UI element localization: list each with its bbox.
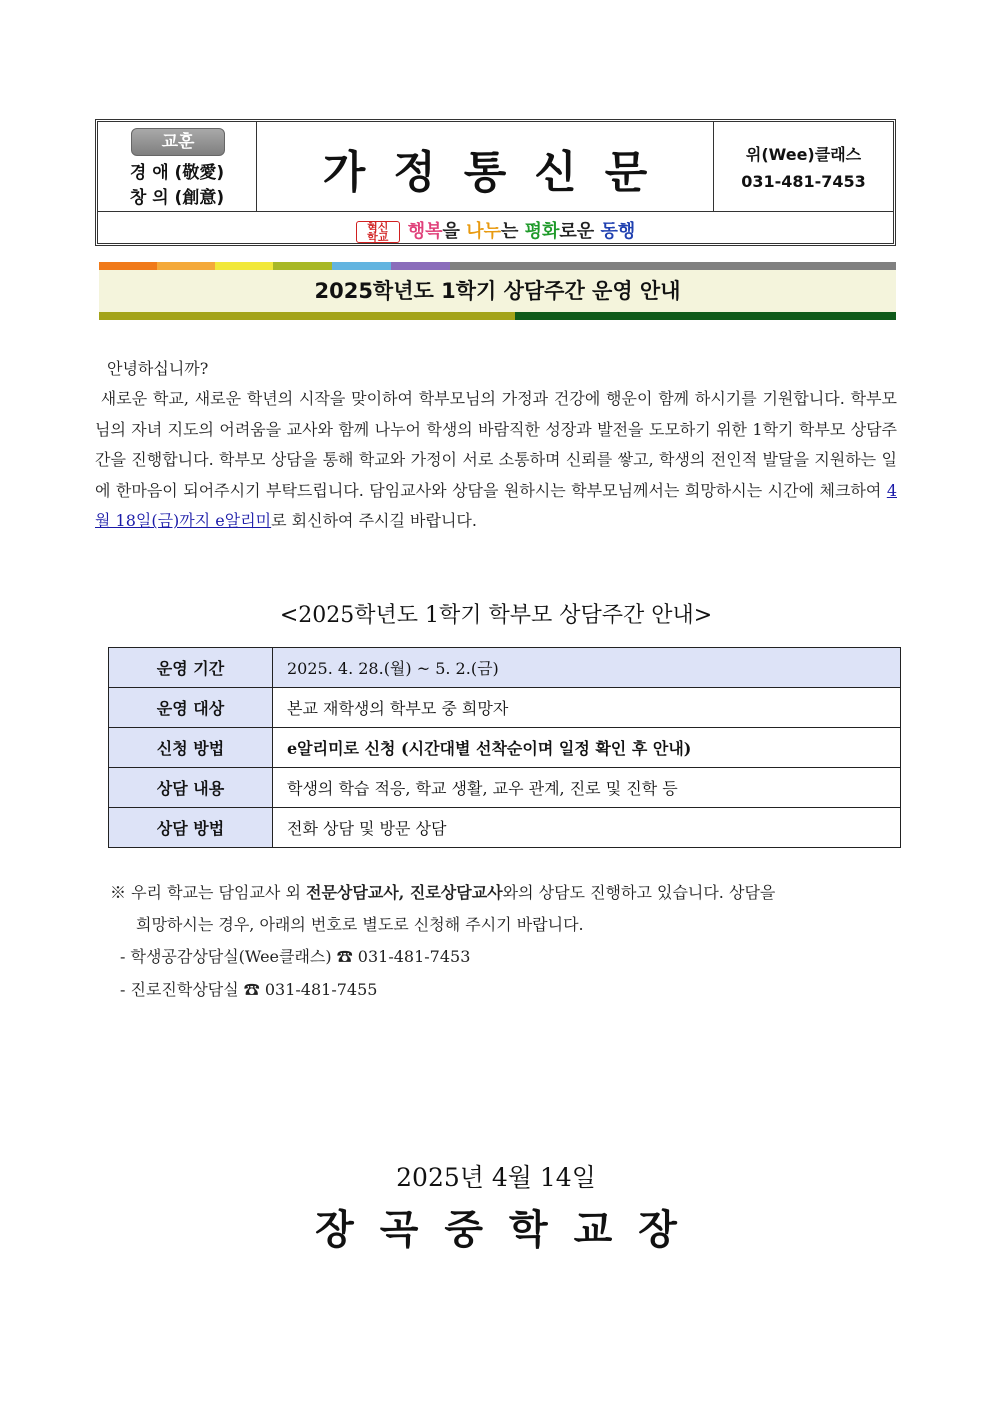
slogan-word-peace: 평화 [524, 221, 560, 242]
slogan-particle-1: 을 [442, 221, 467, 242]
row-value: 본교 재학생의 학부모 중 희망자 [273, 688, 901, 728]
color-strip-bottom [99, 312, 896, 320]
strip-bottom-green [515, 312, 896, 320]
slogan-word-together: 동행 [600, 221, 636, 242]
counseling-info-table [108, 647, 901, 848]
reply-deadline-link[interactable]: 4월 18일(금)까지 e알리미 [95, 480, 897, 531]
newsletter-title: 가정통신문 [322, 147, 676, 198]
row-label: 운영 대상 [109, 688, 273, 728]
motto-line-1: 경 애 (敬愛) [129, 163, 225, 183]
innovation-badge-line2: 학교 [367, 231, 389, 244]
contact-phone: 031-481-7453 [741, 172, 866, 191]
note-text-bold: 전문상담교사, 진로상담교사 [306, 883, 503, 902]
note-text-a: ※ 우리 학교는 담임교사 외 [110, 883, 306, 902]
contact-wee-class: - 학생공감상담실(Wee클래스) ☎ 031-481-7453 [120, 947, 471, 966]
note-text-c: 와의 상담도 진행하고 있습니다. 상담을 [502, 883, 776, 902]
row-label: 신청 방법 [109, 728, 273, 768]
table-row [109, 728, 901, 768]
greeting: 안녕하십니까? [107, 359, 209, 378]
innovation-badge-line1: 혁신 [367, 221, 389, 234]
table-title: <2025학년도 1학기 학부모 상담주간 안내> [279, 603, 713, 628]
table-row [109, 648, 901, 688]
table-row [109, 688, 901, 728]
slogan-word-happiness: 행복 [407, 221, 443, 242]
newsletter-header [95, 119, 896, 246]
slogan [356, 217, 635, 243]
body-text-2: 로 회신하여 주시길 바랍니다. [271, 511, 477, 531]
table-row [109, 808, 901, 848]
motto-line-2: 창 의 (創意) [129, 188, 225, 208]
strip-segment-gray [450, 262, 896, 270]
row-value: 학생의 학습 적응, 학교 생활, 교우 관계, 진로 및 진학 등 [273, 768, 901, 808]
innovation-school-badge [356, 221, 400, 243]
body-text-1: 새로운 학교, 새로운 학년의 시작을 맞이하여 학부모님의 가정과 건강에 행운이 함께 하시기를 기원합니다. 학부모님의 자녀 지도의 어려움을 교사와 함께 나누어 학생의 바람직한 성장과 발전을 도모하기 위한 1학기 학부모 상담주간을 진행합니다. 학부모 상담을 통해 학교와 가정이 서로 소통하며 신뢰를 쌓고, 학생의 전인적 발달을 지원하는 일에 한마음이 되어주시기 부탁드립니다. 담임교사와 상담을 원하시는 학부모님께서는 희망하시는 시간에 체크하여 [95, 389, 897, 500]
strip-segment-yellow [215, 262, 273, 270]
slogan-row [98, 212, 893, 244]
strip-segment-orange [99, 262, 157, 270]
notice-title-banner: 2025학년도 1학기 상담주간 운영 안내 [99, 270, 896, 312]
row-label: 상담 방법 [109, 808, 273, 848]
row-value: 2025. 4. 28.(월) ~ 5. 2.(금) [273, 648, 901, 688]
strip-segment-purple [391, 262, 450, 270]
contact-cell [714, 122, 893, 211]
strip-segment-amber [157, 262, 215, 270]
table-row [109, 768, 901, 808]
school-principal: 장곡중학교장 [315, 1206, 703, 1253]
contact-name: 위(Wee)클래스 [745, 145, 862, 164]
slogan-word-share: 나누 [466, 221, 501, 242]
motto-badge: 교훈 [131, 128, 225, 156]
strip-segment-sky [332, 262, 391, 270]
row-label: 운영 기간 [109, 648, 273, 688]
slogan-particle-2: 는 [500, 221, 525, 242]
note-line-2: 희망하시는 경우, 아래의 번호로 별도로 신청해 주시기 바랍니다. [136, 915, 584, 934]
strip-segment-olive [273, 262, 332, 270]
header-top-row [98, 122, 893, 212]
row-value: e알리미로 신청 (시간대별 선착순이며 일정 확인 후 안내) [273, 728, 901, 768]
newsletter-title-cell [257, 122, 714, 211]
school-motto-cell [98, 122, 257, 211]
body-paragraph [95, 384, 897, 537]
contact-career-office: - 진로진학상담실 ☎ 031-481-7455 [120, 980, 378, 999]
row-value: 전화 상담 및 방문 상담 [273, 808, 901, 848]
strip-bottom-olive [99, 312, 515, 320]
issue-date: 2025년 4월 14일 [396, 1163, 596, 1192]
note-line-1 [110, 880, 775, 903]
row-label: 상담 내용 [109, 768, 273, 808]
color-strip-top [99, 262, 896, 270]
slogan-particle-3: 로운 [559, 221, 601, 242]
